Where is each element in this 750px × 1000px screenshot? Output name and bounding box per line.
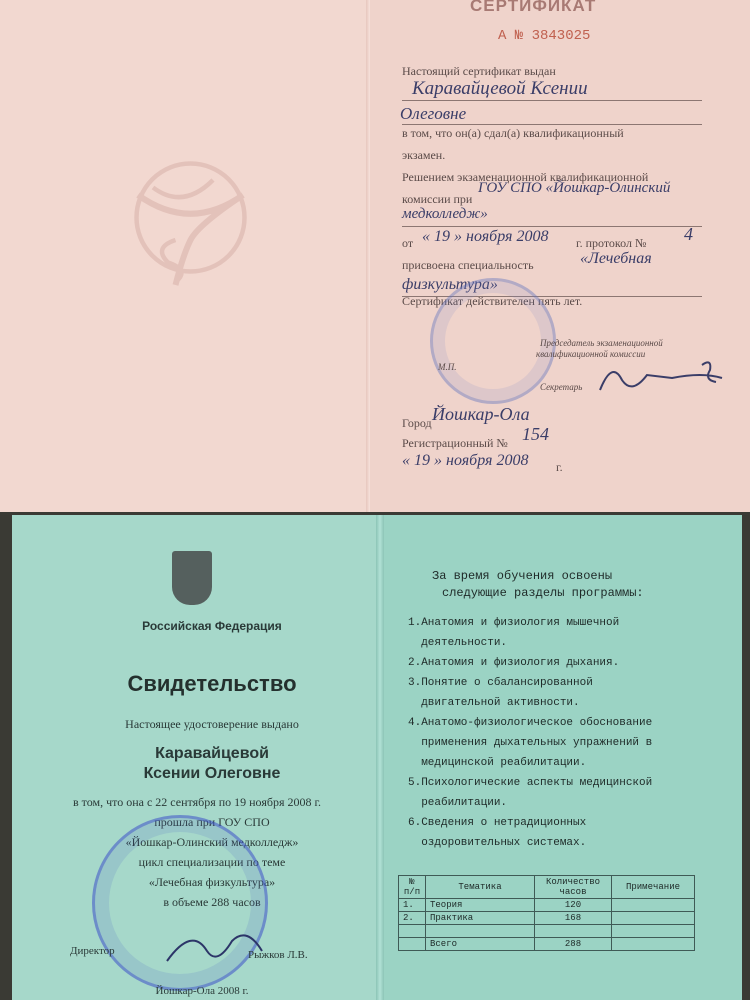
hours-table-row — [399, 925, 695, 938]
hours-table-cell — [612, 925, 695, 938]
hours-table-cell — [612, 938, 695, 951]
recipient-name-line-2: Олеговне — [400, 104, 467, 123]
director-signature-icon — [162, 921, 272, 971]
program-item: 3.Понятие о сбалансированной — [408, 677, 593, 689]
recipient-given-names: Ксении Олеговне — [143, 765, 281, 782]
hours-table-cell: 2. — [399, 912, 426, 925]
program-item: реабилитации. — [408, 797, 508, 809]
certificate-number: А № 3843025 — [498, 28, 591, 44]
city-label: Город — [402, 416, 432, 430]
hours-table-cell — [535, 925, 612, 938]
topic-line: «Лечебная физкультура» — [148, 875, 276, 889]
svidetelstvo-fold — [376, 515, 384, 1000]
city-date-label: Йошкар-Ола 2008 г. — [155, 985, 249, 997]
exam-line-2: экзамен. — [402, 148, 446, 162]
program-item: 5.Психологические аспекты медицинской — [408, 777, 653, 789]
hours-table-cell: Теория — [426, 899, 535, 912]
director-label: Директор — [70, 945, 115, 957]
signature-icon — [592, 350, 732, 400]
hours-table-cell — [399, 938, 426, 951]
institution-line-1: прошла при ГОУ СПО — [154, 815, 270, 829]
recipient-name-line-1: Каравайцевой Ксении — [412, 78, 588, 99]
coat-of-arms-icon — [172, 551, 212, 605]
issued-label: Настоящий сертификат выдан — [402, 64, 556, 78]
certificate-title: СЕРТИФИКАТ — [470, 0, 597, 15]
program-item: двигательной активности. — [408, 697, 580, 709]
program-item: деятельности. — [408, 637, 508, 649]
program-item: 4.Анатомо-физиологическое обоснование — [408, 717, 653, 729]
program-item: 6.Сведения о нетрадиционных — [408, 817, 587, 829]
recipient-surname: Каравайцевой — [155, 745, 269, 762]
specialty-line-2: физкультура» — [402, 276, 498, 293]
program-heading-1: За время обучения освоены — [432, 569, 613, 583]
chair-label-1: Председатель экзаменационной — [540, 338, 663, 348]
exam-line-1: в том, что он(а) сдал(а) квалификационный — [402, 126, 624, 140]
svidetelstvo-page — [12, 515, 742, 1000]
hours-table-cell: 1. — [399, 899, 426, 912]
chair-label-2: квалификационной комиссии — [536, 349, 646, 359]
hours-table-header: № п/п — [399, 876, 426, 899]
specialty-line-1: «Лечебная — [580, 250, 652, 267]
country-label: Российская Федерация — [142, 619, 282, 633]
program-item: 2.Анатомия и физиология дыхания. — [408, 657, 620, 669]
protocol-number: 4 — [684, 224, 693, 244]
caduceus-watermark-icon — [108, 150, 258, 300]
commission-name-line-1: ГОУ СПО «Йошкар-Олинский — [478, 180, 671, 196]
hours-table — [398, 875, 695, 951]
study-period-line: в том, что она с 22 сентября по 19 ноября 2008 г. — [72, 795, 322, 809]
hours-table-cell: 120 — [535, 899, 612, 912]
specialty-label: присвоена специальность — [402, 258, 534, 272]
protocol-label: г. протокол № — [576, 236, 647, 250]
director-name: Рыжков Л.В. — [248, 949, 308, 961]
program-item: оздоровительных системах. — [408, 837, 587, 849]
hours-table-cell: Практика — [426, 912, 535, 925]
program-item: медицинской реабилитации. — [408, 757, 587, 769]
secretary-label: Секретарь — [540, 382, 583, 392]
validity-text: Сертификат действителен пять лет. — [402, 294, 583, 308]
hours-table-cell — [426, 925, 535, 938]
hours-table-cell — [612, 899, 695, 912]
registration-date-suffix: г. — [556, 460, 563, 474]
institution-line-2: «Йошкар-Олинский медколледж» — [125, 835, 299, 849]
hours-table-cell — [612, 912, 695, 925]
city-value: Йошкар-Ола — [432, 404, 530, 424]
hours-table-row — [399, 912, 695, 925]
hours-table-row — [399, 899, 695, 912]
decision-line-2: комиссии при — [402, 192, 473, 206]
commission-stamp — [430, 278, 556, 404]
registration-label: Регистрационный № — [402, 436, 508, 450]
hours-table-header: Тематика — [426, 876, 535, 899]
hours-table-cell: 168 — [535, 912, 612, 925]
hours-table-cell: Всего — [426, 938, 535, 951]
hours-table-header: Количество часов — [535, 876, 612, 899]
hours-line: в объеме 288 часов — [163, 895, 261, 909]
mp-label: М.П. — [438, 362, 457, 372]
certificate-left-page — [0, 0, 370, 512]
hours-table-row — [399, 938, 695, 951]
program-item: 1.Анатомия и физиология мышечной — [408, 617, 620, 629]
registration-date: « 19 » ноября 2008 — [402, 452, 529, 469]
cycle-line: цикл специализации по теме — [138, 855, 286, 869]
from-label: от — [402, 236, 414, 250]
hours-table-cell — [399, 925, 426, 938]
issued-to-label: Настоящее удостоверение выдано — [125, 717, 299, 731]
hours-table-header: Примечание — [612, 876, 695, 899]
hours-table-cell: 288 — [535, 938, 612, 951]
program-heading-2: следующие разделы программы: — [442, 586, 644, 600]
commission-name-line-2: медколледж» — [402, 206, 488, 222]
program-item: применения дыхательных упражнений в — [408, 737, 653, 749]
issue-date: « 19 » ноября 2008 — [422, 228, 549, 245]
registration-number: 154 — [522, 424, 549, 444]
document-title: Свидетельство — [127, 671, 297, 696]
decision-line-1: Решением экзаменационной квалификационной — [402, 170, 649, 184]
